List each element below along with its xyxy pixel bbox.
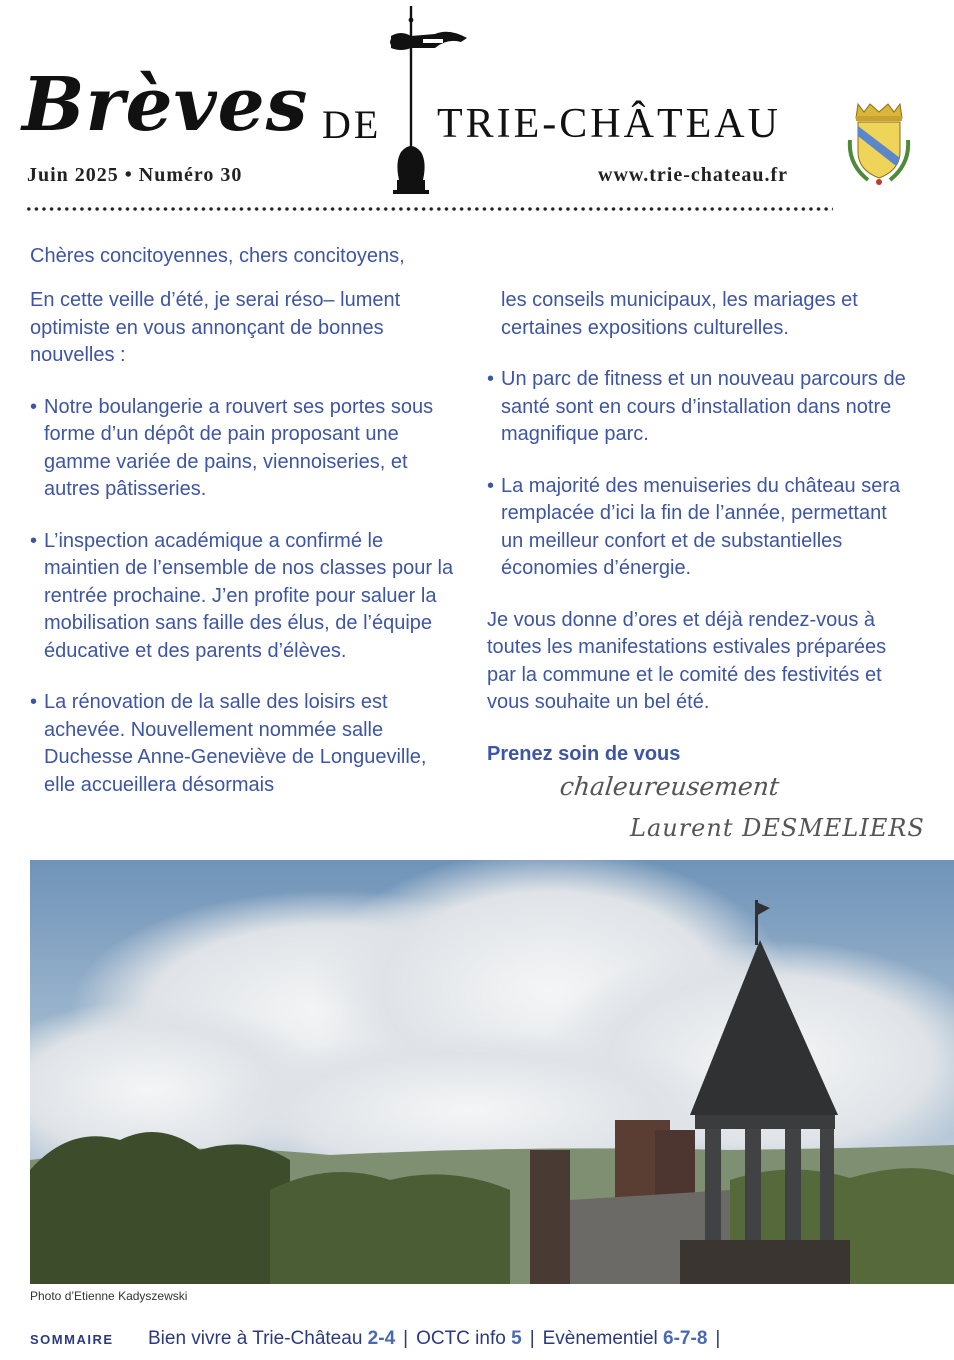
sommaire-item-bien-vivre[interactable]: [148, 1328, 395, 1349]
bullet-text: L’inspection académique a confirmé le maintien de l’ensemble de nos classes pour la rentrée prochaine. J’en profite pour saluer la mobilisation sans faille des élus, de l’équipe éducative et des parents d’élèves.: [44, 529, 454, 662]
sommaire-item-pages: 2-4: [367, 1328, 396, 1349]
letter-right-column: [487, 287, 927, 768]
bullet-text: La rénovation de la salle des loisirs est achevée. Nouvellement nommée salle Duchesse Anne-Geneviève de Longueville, elle accueillera désormais: [44, 691, 427, 796]
bullet-icon: •: [30, 529, 38, 552]
letter-greeting: Chères concitoyennes, chers concitoyens,: [30, 245, 405, 267]
bullet-icon: •: [487, 474, 495, 497]
list-item: [30, 689, 444, 799]
letter-closing: Je vous donne d’ores et déjà rendez-vous à toutes les manifestations estivales préparées par la commune et le comité des festivités et vous souhaite un bel été.: [487, 608, 887, 713]
sommaire-item-pages: 5: [511, 1328, 522, 1349]
sommaire-separator: |: [529, 1328, 535, 1349]
weathervane-illustration: [383, 4, 475, 196]
list-item: [30, 394, 460, 504]
sommaire-item-title: Bien vivre à Trie-Château: [148, 1328, 363, 1349]
masthead-title-town: TRIE-CHÂTEAU: [437, 101, 781, 147]
sommaire-list: [148, 1328, 728, 1350]
list-item: [487, 366, 911, 449]
bullet-text: Notre boulangerie a rouvert ses portes sous forme d’un dépôt de pain proposant une gamme variée de pains, viennoiseries, et autres pâtisseries.: [44, 395, 434, 500]
letter-continued-text: les conseils municipaux, les mariages et certaines expositions culturelles.: [501, 289, 858, 339]
list-item: [487, 473, 901, 583]
bullet-text: Un parc de fitness et un nouveau parcours de santé sont en cours d’installation dans notre magnifique parc.: [501, 368, 906, 445]
sommaire-separator: |: [715, 1328, 721, 1349]
bullet-text: La majorité des menuiseries du château sera remplacée d’ici la fin de l’année, permettant un meilleur confort et de substantielles économies d’énergie.: [501, 474, 901, 579]
letter-signoff: Prenez soin de vous: [487, 742, 681, 765]
dotted-divider: [25, 206, 833, 212]
sommaire-item-title: OCTC info: [416, 1328, 506, 1349]
sommaire-item-title: Evènementiel: [542, 1328, 658, 1349]
chateau-photo: [30, 860, 954, 1284]
sommaire-label: SOMMAIRE: [30, 1332, 114, 1347]
bullet-icon: •: [30, 691, 38, 713]
masthead-title-de: DE: [322, 102, 382, 147]
sommaire-item-pages: 6-7-8: [663, 1328, 708, 1349]
coat-of-arms-icon: [846, 100, 912, 188]
photo-caption: Photo d’Etienne Kadyszewski: [30, 1289, 188, 1303]
handwritten-signature: Laurent DESMELIERS: [630, 814, 925, 842]
bullet-icon: •: [487, 368, 495, 390]
letter-left-column: [30, 287, 460, 823]
website-url[interactable]: www.trie-chateau.fr: [598, 164, 789, 186]
chateau-tower-image: [30, 860, 954, 1284]
issue-date-number: Juin 2025 • Numéro 30: [27, 164, 243, 186]
letter-intro: En cette veille d’été, je serai réso– lument optimiste en vous annonçant de bonnes nouvelles :: [30, 289, 401, 366]
sommaire-item-evenementiel[interactable]: [543, 1328, 708, 1349]
sommaire-separator: |: [403, 1328, 409, 1349]
handwritten-closing: chaleureusement: [558, 772, 781, 801]
masthead-title-script: Brèves: [22, 62, 309, 148]
list-item: [30, 528, 460, 666]
bullet-icon: •: [30, 395, 38, 418]
sommaire-item-octc[interactable]: [416, 1328, 522, 1349]
